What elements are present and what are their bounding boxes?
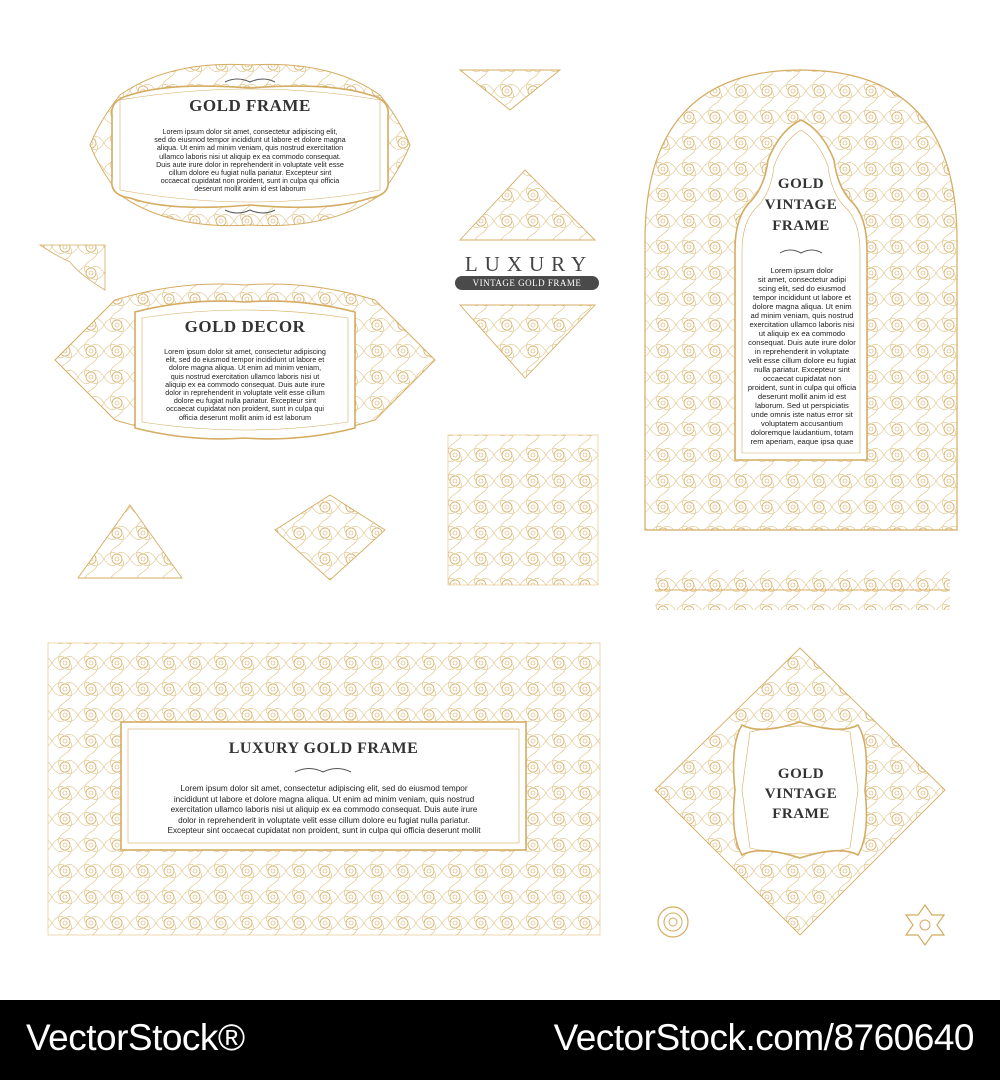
- gold-decor-body: Lorem ipsum dolor sit amet, consectetur adipiscing elit, sed do eiusmod tempor incididunt ut labore et dolore magna aliqua. Ut enim ad minim veniam, quis nostrud exercitation ullamco laboris nisi ut aliquip ex ea commodo consequat. Duis aute irure dolor in reprehenderit in voluptate velit esse cillum dolore eu fugiat nulla pariatur. Excepteur sint occaecat cupidatat non proident, sunt in culpa qui officia deserunt mollit anim id est laborum: [164, 347, 326, 422]
- gold-decor-title: GOLD DECOR: [184, 317, 306, 336]
- luxury-gold-frame-body: Lorem ipsum dolor sit amet, consectetur adipiscing elit, sed do eiusmod tempor incididunt ut labore et dolore magna aliqua. Ut enim ad minim veniam, quis nostrud exercitation ullamco laboris nisi ut aliquip ex ea commodo consequat. Duis aute irure dolor in reprehenderit in voluptate velit esse cillum dolore eu fugiat nulla pariatur. Excepteur sint occaecat cupidatat non proident, sunt in culpa qui officia deserunt mollit: [167, 784, 481, 835]
- gold-frame-body: Lorem ipsum dolor sit amet, consectetur adipiscing elit, sed do eiusmod tempor incididunt ut labore et dolore magna aliqua. Ut enim ad minim veniam, quis nostrud exercitation ullamco laboris nisi ut aliquip ex ea commodo consequat. Duis aute irure dolor in reprehenderit in voluptate velit esse cillum dolore eu fugiat nulla pariatur. Excepteur sint occaecat cupidatat non proident, sunt in culpa qui officia deserunt mollit anim id est laborum: [154, 127, 346, 194]
- square-pattern-tile: [448, 435, 598, 585]
- gold-frame-title: GOLD FRAME: [189, 96, 311, 115]
- small-diamond-ornament: [275, 495, 385, 580]
- top-triangle-ornament: [460, 70, 560, 110]
- luxury-gold-frame-title: LUXURY GOLD FRAME: [228, 740, 419, 757]
- corner-ornament: [40, 245, 105, 290]
- arch-frame-title: GOLD VINTAGE FRAME: [764, 176, 838, 234]
- arch-frame-body: Lorem ipsum dolor sit amet, consectetur adipi scing elit, sed do eiusmod tempor incididunt ut labore et dolore magna aliqua. Ut enim ad minim veniam, quis nostrud exercitation ullamco laboris nisi ut aliquip ex ea commodo consequat. Duis aute irure dolor in reprehenderit in voluptate velit esse cillum dolore eu fugiat nulla pariatur. Excepteur sint occaecat cupidatat non proident, sunt in culpa qui officia deserunt mollit anim id est laborum. Sed ut perspiciatis unde omnis iste natus error sit voluptatem accusantium doloremque laudantium, totam rem aperiam, eaque ipsa quae: [747, 266, 857, 446]
- diamond-frame-title: GOLD VINTAGE FRAME: [764, 766, 838, 822]
- small-triangle-ornament: [78, 505, 182, 578]
- luxury-word: LUXURY: [464, 252, 594, 276]
- rosette-left-icon: [658, 907, 688, 937]
- luxury-banner-label: VINTAGE GOLD FRAME: [472, 278, 582, 288]
- border-strip-ornament: [655, 570, 950, 610]
- footer-bar: [0, 1000, 1000, 1080]
- luxury-banner: [455, 276, 599, 290]
- rosette-right-icon: [906, 905, 944, 945]
- footer-url: VectorStock.com/8760640: [553, 1017, 974, 1058]
- footer-brand: VectorStock®: [26, 1017, 245, 1058]
